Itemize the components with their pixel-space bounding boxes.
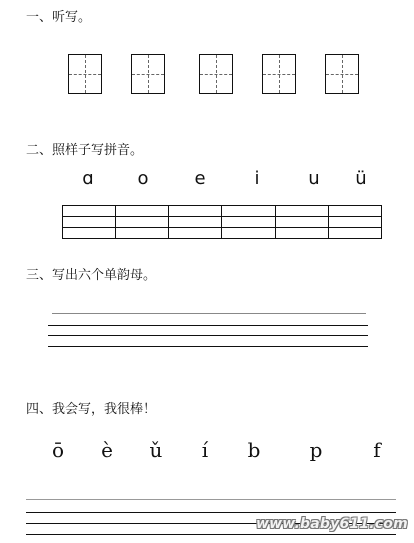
site-watermark: www.baby611.com [256, 516, 408, 532]
pinyin-letter-a: ɑ [82, 168, 94, 189]
grid-cell[interactable] [116, 217, 169, 228]
section4-heading: 四、我会写，我很棒！ [26, 402, 157, 417]
pinyin-letter-e: e [194, 168, 206, 189]
grid-cell[interactable] [275, 206, 328, 217]
pinyin-letter-i-tone2: í [201, 438, 209, 462]
tianzige-box-2 [131, 54, 165, 94]
grid-cell[interactable] [116, 206, 169, 217]
writing-line [26, 499, 396, 500]
pinyin-letter-u: u [308, 168, 320, 189]
grid-cell[interactable] [169, 217, 222, 228]
pinyin-letter-p: p [309, 438, 323, 462]
grid-cell[interactable] [63, 217, 116, 228]
pinyin-letter-v: ü [355, 168, 367, 189]
tianzige-box-1 [68, 54, 102, 94]
grid-cell[interactable] [63, 228, 116, 239]
grid-cell[interactable] [116, 228, 169, 239]
grid-cell[interactable] [169, 228, 222, 239]
writing-line [26, 512, 396, 513]
grid-cell[interactable] [328, 206, 381, 217]
pinyin-letter-i: i [254, 168, 260, 189]
grid-cell[interactable] [222, 217, 275, 228]
pinyin-letter-o: o [137, 168, 149, 189]
writing-line [48, 325, 368, 326]
grid-cell[interactable] [275, 217, 328, 228]
section2-heading: 二、照样子写拼音。 [26, 143, 144, 158]
writing-line [26, 534, 396, 535]
grid-row [63, 217, 382, 228]
pinyin-letter-f: f [373, 438, 381, 462]
tianzige-box-3 [199, 54, 233, 94]
grid-cell[interactable] [275, 228, 328, 239]
pinyin-letter-e-tone4: è [101, 438, 113, 462]
grid-cell[interactable] [169, 206, 222, 217]
grid-cell[interactable] [328, 228, 381, 239]
grid-cell[interactable] [222, 228, 275, 239]
writing-line [52, 313, 366, 314]
pinyin-letter-u-tone3: ǔ [149, 438, 163, 462]
grid-cell[interactable] [222, 206, 275, 217]
section1-heading: 一、听写。 [26, 10, 92, 25]
pinyin-letter-b: b [247, 438, 261, 462]
grid-cell[interactable] [63, 206, 116, 217]
tianzige-box-5 [325, 54, 359, 94]
pinyin-letter-o-tone1: ō [51, 438, 65, 462]
grid-row [63, 228, 382, 239]
pinyin-writing-grid [62, 205, 382, 239]
writing-line [48, 335, 368, 336]
grid-cell[interactable] [328, 217, 381, 228]
grid-row [63, 206, 382, 217]
tianzige-box-4 [262, 54, 296, 94]
section3-heading: 三、写出六个单韵母。 [26, 268, 157, 283]
writing-line [48, 346, 368, 347]
